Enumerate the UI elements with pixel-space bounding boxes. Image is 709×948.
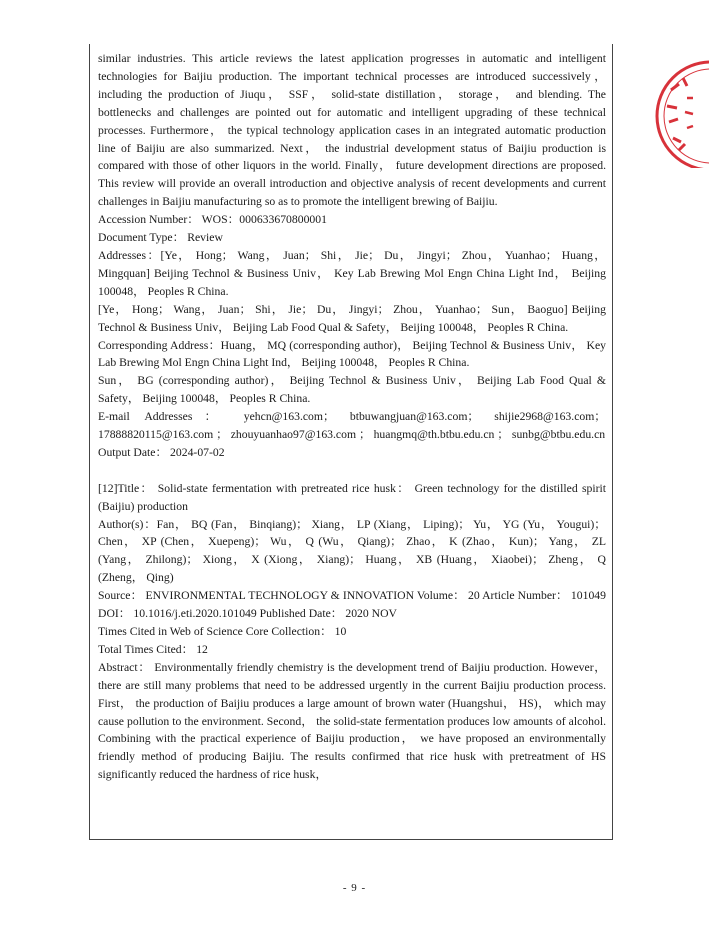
output-date: Output Date： 2024-07-02 <box>98 445 225 459</box>
record-abstract: Abstract： Environmentally friendly chemistry is the development trend of Baijiu production. However， there are still many problems that need to be addressed urgently in the current Baijiu production process. First， the production of Baijiu produces a large amount of brown water (Huangshui， HS)， which may cause pollution to the environment. Second， the solid-state fermentation produces low amounts of alcohol. Combining with the practical experience of Baijiu production， we have proposed an environmentally friendly method of producing Baijiu. The results confirmed that rice husk with pretreatment of HS significantly reduced the hardness of rice husk， <box>98 660 606 782</box>
email-addresses: E-mail Addresses： yehcn@163.com； btbuwangjuan@163.com； shijie2968@163.com； 17888820115@163.com ； zhouyuanhao97@163.com ； huangmq@th.btbu.edu.cn ； sunbg@btbu.edu.cn <box>98 410 606 442</box>
record-separator <box>98 462 606 480</box>
accession-number: Accession Number： WOS：000633670800001 <box>98 213 327 227</box>
document-body <box>98 50 606 784</box>
record-source: Source： ENVIRONMENTAL TECHNOLOGY & INNOVATION Volume： 20 Article Number： 101049 DOI： 10.1016/j.eti.2020.101049 Published Date： 2020 NOV <box>98 589 606 621</box>
corresponding-address-1: Corresponding Address：Huang， MQ (corresponding author)， Beijing Technol & Business Univ， Key Lab Brewing Mol Engn China Light Ind， Beijing 100048， Peoples R China. <box>98 338 606 370</box>
record-title: [12]Title： Solid-state fermentation with pretreated rice husk： Green technology for the distilled spirit (Baijiu) production <box>98 481 606 513</box>
addresses-1: Addresses：[Ye， Hong； Wang， Juan； Shi， Jie； Du， Jingyi； Zhou， Yuanhao； Huang， Mingquan] Beijing Technol & Business Univ， Key Lab Brewing Mol Engn China Light Ind， Beijing 100048， Peoples R China. <box>98 248 606 298</box>
red-seal-stamp <box>649 38 709 168</box>
page-number: - 9 - <box>342 882 367 894</box>
times-cited-wos: Times Cited in Web of Science Core Collection： 10 <box>98 624 347 638</box>
corresponding-address-2: Sun， BG (corresponding author)， Beijing Technol & Business Univ， Beijing Lab Food Qual & Safety， Beijing 100048， Peoples R China. <box>98 374 606 406</box>
record-authors: Author(s)：Fan， BQ (Fan， Binqiang)； Xiang， LP (Xiang， Liping)； Yu， YG (Yu， Yougui)； Chen， XP (Chen， Xuepeng)； Wu， Q (Wu， Qiang)； Zhao， K (Zhao， Kun)； Yang， ZL (Yang， Zhilong)； Xiong， X (Xiong， Xiang)； Huang， XB (Huang， Xiaobei)； Zheng， Q (Zheng， Qing) <box>98 517 606 585</box>
addresses-2: [Ye， Hong； Wang， Juan； Shi， Jie； Du， Jingyi； Zhou， Yuanhao； Sun， Baoguo] Beijing Technol & Business Univ， Beijing Lab Food Qual & Safety， Beijing 100048， Peoples R China. <box>98 302 606 334</box>
document-type: Document Type： Review <box>98 231 223 245</box>
abstract-continuation: similar industries. This article reviews the latest application progresses in automatic and intelligent technologies for Baijiu production. The important technical processes are introduced successively， including the production of Jiuqu， SSF， solid-state distillation， storage， and blending. The bottlenecks and challenges are pointed out for automatic and intelligent upgrading of these technical processes. Furthermore， the typical technology application cases in an integrated automatic production line of Baijiu are also summarized. Next， the industrial development status of Baijiu production is compared with those of other liquors in the world. Finally， future development directions are proposed. This review will provide an overall introduction and objective analysis of recent developments and current challenges in Baijiu manufacturing so as to promote the intelligent brewing of Baijiu. <box>98 52 606 209</box>
total-times-cited: Total Times Cited： 12 <box>98 642 208 656</box>
